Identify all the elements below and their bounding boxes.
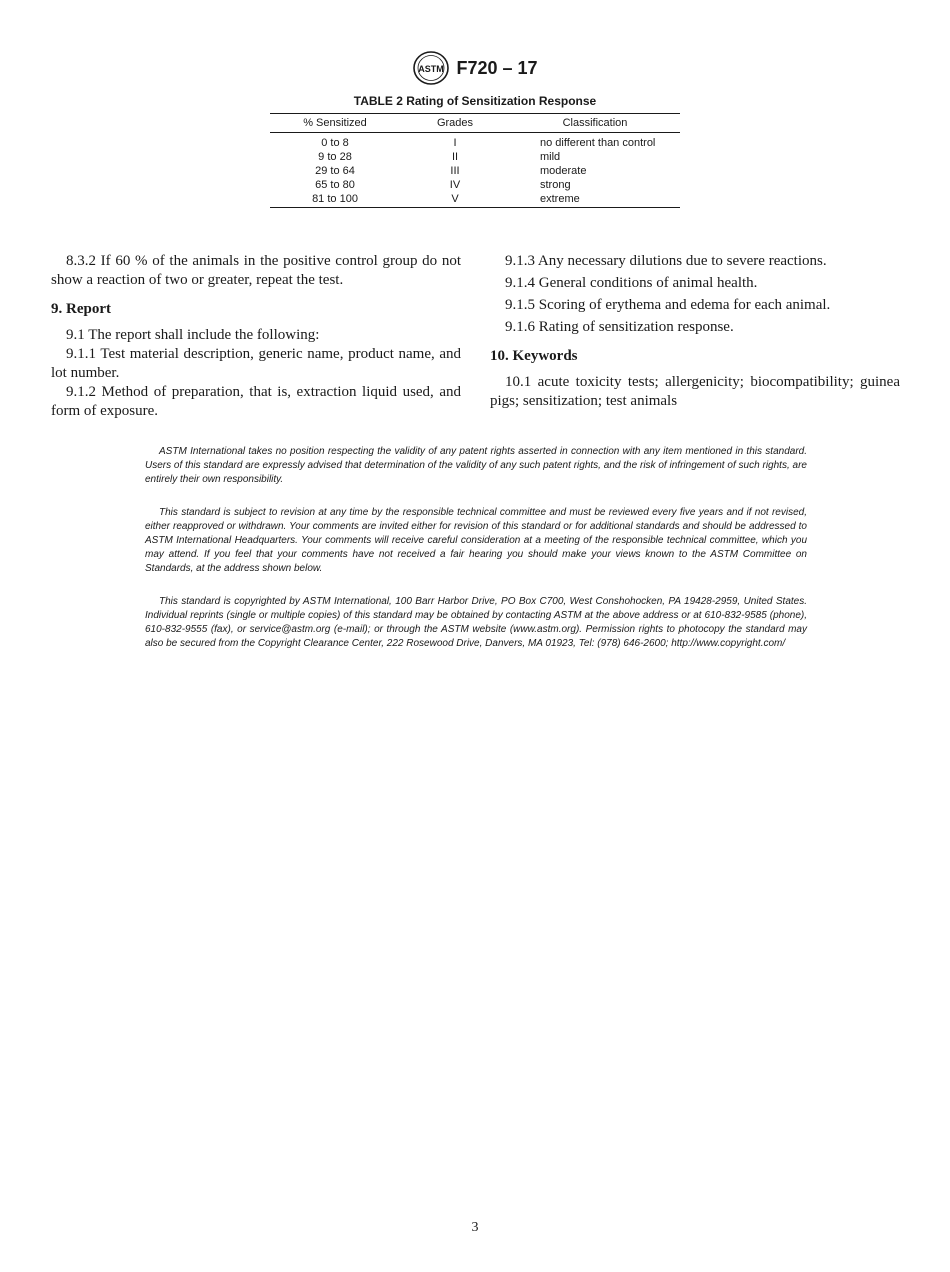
table-row <box>270 164 680 178</box>
paragraph-9-1-3: 9.1.3 Any necessary dilutions due to severe reactions. <box>505 253 827 269</box>
revision-notice <box>145 506 807 576</box>
astm-logo-icon <box>412 50 450 86</box>
column-header-classification: Classification <box>510 114 680 133</box>
paragraph-9-1-5: 9.1.5 Scoring of erythema and edema for each animal. <box>505 297 831 313</box>
table-header-row <box>270 114 680 133</box>
cell-classification: no different than control <box>540 137 656 149</box>
cell-classification: mild <box>540 151 561 163</box>
revision-notice-text: This standard is subject to revision at any time by the responsible technical committee and must be reviewed every five years and if not revised, either reapproved or withdrawn. Your comments are invited either for revision of this standard or for additional standards and should be addressed to ASTM International Headquarters. Your comments will receive careful consideration at a meeting of the responsible technical committee, which you may attend. If you feel that your comments have not received a fair hearing you should make your views known to the ASTM Committee on Standards, at the address shown below. <box>145 507 807 574</box>
left-column <box>51 252 461 421</box>
cell-percent: 9 to 28 <box>318 151 352 163</box>
copyright-notice-text: This standard is copyrighted by ASTM International, 100 Barr Harbor Drive, PO Box C700, West Conshohocken, PA 19428-2959, United States. Individual reprints (single or multiple copies) of this standard may be obtained by contacting ASTM at the above address or at 610-832-9585 (phone), 610-832-9555 (fax), or service@astm.org (e-mail); or through the ASTM website (www.astm.org). Permission rights to photocopy the standard may also be secured from the Copyright Clearance Center, 222 Rosewood Drive, Danvers, MA 01923, Tel: (978) 646-2600; http://www.copyright.com/ <box>145 596 807 649</box>
cell-percent: 65 to 80 <box>315 179 355 191</box>
cell-grade: II <box>451 151 459 163</box>
cell-percent: 29 to 64 <box>315 165 355 177</box>
cell-grade: I <box>453 137 457 149</box>
paragraph-9-1-4: 9.1.4 General conditions of animal health. <box>505 275 758 291</box>
section-heading-report: 9. Report <box>51 301 111 317</box>
table-row <box>270 192 680 208</box>
page-header <box>0 50 950 86</box>
table-row <box>270 150 680 164</box>
page-number: 3 <box>471 1220 479 1235</box>
section-heading-keywords: 10. Keywords <box>490 348 578 364</box>
cell-percent: 81 to 100 <box>312 193 358 205</box>
cell-classification: strong <box>540 179 571 191</box>
table-row <box>270 133 680 151</box>
logo-text: ASTM <box>418 64 445 74</box>
paragraph-9-1-6: 9.1.6 Rating of sensitization response. <box>505 319 734 335</box>
cell-classification: extreme <box>540 193 580 205</box>
cell-classification: moderate <box>540 165 587 177</box>
cell-grade: IV <box>449 179 461 191</box>
patent-notice <box>145 445 807 487</box>
cell-grade: V <box>451 193 459 205</box>
copyright-notice <box>145 595 807 651</box>
paragraph-9-1: 9.1 The report shall include the following: <box>66 327 320 343</box>
standard-designation: F720 – 17 <box>456 57 538 78</box>
column-header-grades: Grades <box>400 114 510 133</box>
paragraph-9-1-2: 9.1.2 Method of preparation, that is, extraction liquid used, and form of exposure. <box>51 384 461 419</box>
paragraph-10-1: 10.1 acute toxicity tests; allergenicity; biocompatibility; guinea pigs; sensitization; test animals <box>490 374 900 409</box>
right-column <box>490 252 900 414</box>
table-row <box>270 178 680 192</box>
table-caption: TABLE 2 Rating of Sensitization Response <box>353 94 597 108</box>
paragraph-8-3-2: 8.3.2 If 60 % of the animals in the positive control group do not show a reaction of two or greater, repeat the test. <box>51 253 461 288</box>
cell-percent: 0 to 8 <box>321 137 349 149</box>
column-header-percent: % Sensitized <box>270 114 400 133</box>
paragraph-9-1-1: 9.1.1 Test material description, generic name, product name, and lot number. <box>51 346 461 381</box>
cell-grade: III <box>450 165 460 177</box>
patent-notice-text: ASTM International takes no position respecting the validity of any patent rights asserted in connection with any item mentioned in this standard. Users of this standard are expressly advised that determination of the validity of any such patent rights, and the risk of infringement of such rights, are entirely their own responsibility. <box>145 446 807 485</box>
sensitization-rating-table <box>270 113 680 208</box>
